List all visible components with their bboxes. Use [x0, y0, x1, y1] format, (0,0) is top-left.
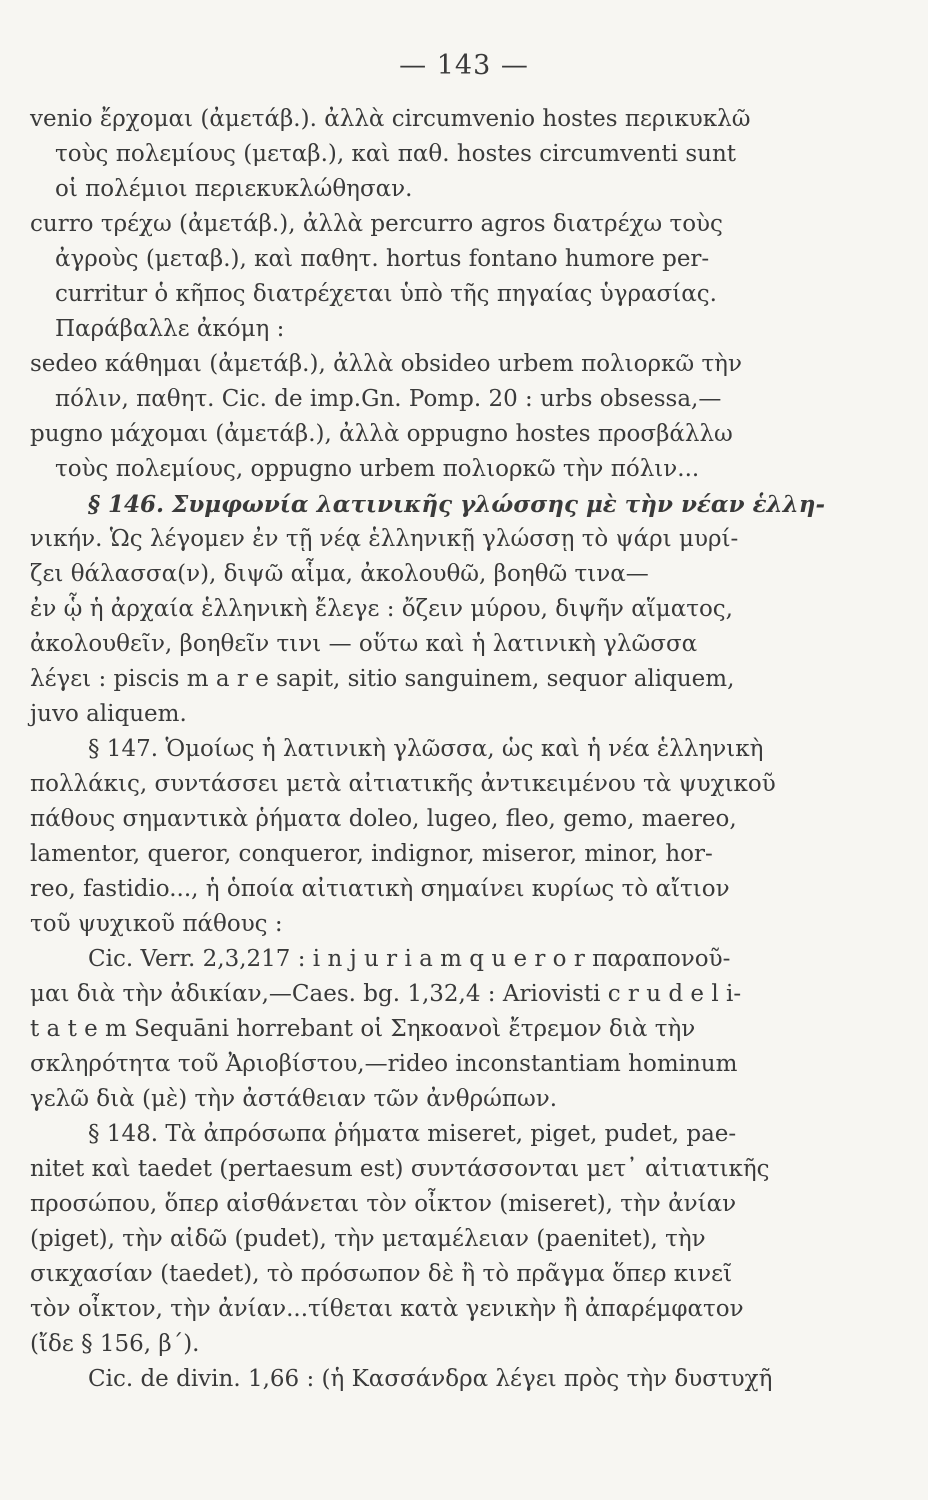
text-line: πόλιν, παθητ. Cic. de imp.Gn. Pomp. 20 : urbs obsessa,— — [55, 386, 722, 412]
text-line: πολλάκις, συντάσσει μετὰ αἰτιατικῆς ἀντικειμένου τὰ ψυχικοῦ — [30, 771, 776, 797]
text-line: τοὺς πολεμίους (μεταβ.), καὶ παθ. hostes circumventi sunt — [55, 141, 737, 167]
text-line: τὸν οἶκτον, τὴν ἀνίαν...τίθεται κατὰ γενικὴν ἢ ἀπαρέμφατον — [30, 1296, 744, 1322]
text-line: juvo aliquem. — [30, 701, 187, 727]
section-heading: § 146. Συμφωνία λατινικῆς γλώσσης μὲ τὴν νέαν ἑλλη- — [88, 491, 826, 518]
text-line: νικήν. Ὡς λέγομεν ἐν τῇ νέᾳ ἑλληνικῇ γλώσσῃ τὸ ψάρι μυρί- — [30, 526, 739, 552]
text-line: pugno μάχομαι (ἀμετάβ.), ἀλλὰ oppugno hostes προσβάλλω — [30, 421, 733, 447]
citation-line: Cic. Verr. 2,3,217 : i n j u r i a m q u e r o r παραπονοῦ- — [88, 946, 731, 972]
text-line: (piget), τὴν αἰδῶ (pudet), τὴν μεταμέλειαν (paenitet), τὴν — [30, 1226, 706, 1252]
text-line: προσώπου, ὅπερ αἰσθάνεται τὸν οἶκτον (miseret), τὴν ἀνίαν — [30, 1191, 737, 1217]
text-line: sedeo κάθημαι (ἀμετάβ.), ἀλλὰ obsideo urbem πολιορκῶ τὴν — [30, 351, 742, 377]
citation-line: Cic. de divin. 1,66 : (ἡ Κασσάνδρα λέγει πρὸς τὴν δυστυχῆ — [88, 1366, 773, 1392]
text-line: λέγει : piscis m a r e sapit, sitio sanguinem, sequor aliquem, — [30, 666, 735, 692]
text-line: τοῦ ψυχικοῦ πάθους : — [30, 911, 283, 937]
body-text — [30, 102, 840, 1397]
text-line: πάθους σημαντικὰ ῥήματα doleo, lugeo, fleo, gemo, maereo, — [30, 806, 737, 832]
text-line: Παράβαλλε ἀκόμη : — [55, 316, 285, 342]
text-line: t a t e m Sequāni horrebant οἱ Σηκοανοὶ ἔτρεμον διὰ τὴν — [30, 1016, 696, 1042]
text-line: lamentor, queror, conqueror, indignor, miseror, minor, hor- — [30, 841, 713, 867]
text-line: venio ἔρχομαι (ἀμετάβ.). ἀλλὰ circumvenio hostes περικυκλῶ — [30, 106, 751, 132]
section-heading: § 148. Τὰ ἀπρόσωπα ῥήματα miseret, piget, pudet, pae- — [88, 1121, 737, 1147]
text-line: γελῶ διὰ (μὲ) τὴν ἀστάθειαν τῶν ἀνθρώπων. — [30, 1086, 558, 1112]
text-line: ζει θάλασσα(ν), διψῶ αἷμα, ἀκολουθῶ, βοηθῶ τινα— — [30, 561, 649, 587]
text-line: ἀκολουθεῖν, βοηθεῖν τινι — οὕτω καὶ ἡ λατινικὴ γλῶσσα — [30, 631, 698, 657]
text-line: (ἴδε § 156, β΄). — [30, 1331, 200, 1357]
text-line: nitet καὶ taedet (pertaesum est) συντάσσονται μετ᾿ αἰτιατικῆς — [30, 1156, 770, 1182]
text-line: reo, fastidio..., ἡ ὁποία αἰτιατικὴ σημαίνει κυρίως τὸ αἴτιον — [30, 876, 730, 902]
text-line: σικχασίαν (taedet), τὸ πρόσωπον δὲ ἢ τὸ πρᾶγμα ὅπερ κινεῖ — [30, 1261, 733, 1287]
text-line: τοὺς πολεμίους, oppugno urbem πολιορκῶ τὴν πόλιν... — [55, 456, 700, 482]
section-heading: § 147. Ὁμοίως ἡ λατινικὴ γλῶσσα, ὡς καὶ ἡ νέα ἑλληνικὴ — [88, 736, 764, 762]
text-line: curro τρέχω (ἀμετάβ.), ἀλλὰ percurro agros διατρέχω τοὺς — [30, 211, 723, 237]
page-number: — 143 — — [399, 50, 529, 81]
text-line: ἐν ᾧ ἡ ἀρχαία ἑλληνικὴ ἔλεγε : ὄζειν μύρου, διψῆν αἵματος, — [30, 596, 733, 622]
text-line: οἱ πολέμιοι περιεκυκλώθησαν. — [55, 176, 413, 202]
text-line: μαι διὰ τὴν ἀδικίαν,—Caes. bg. 1,32,4 : Ariovisti c r u d e l i- — [30, 981, 742, 1007]
text-line: σκληρότητα τοῦ Ἀριοβίστου,—rideo inconstantiam hominum — [30, 1051, 738, 1077]
text-line: ἀγροὺς (μεταβ.), καὶ παθητ. hortus fontano humore per- — [55, 246, 710, 272]
text-line: curritur ὁ κῆπος διατρέχεται ὑπὸ τῆς πηγαίας ὑγρασίας. — [55, 281, 717, 307]
